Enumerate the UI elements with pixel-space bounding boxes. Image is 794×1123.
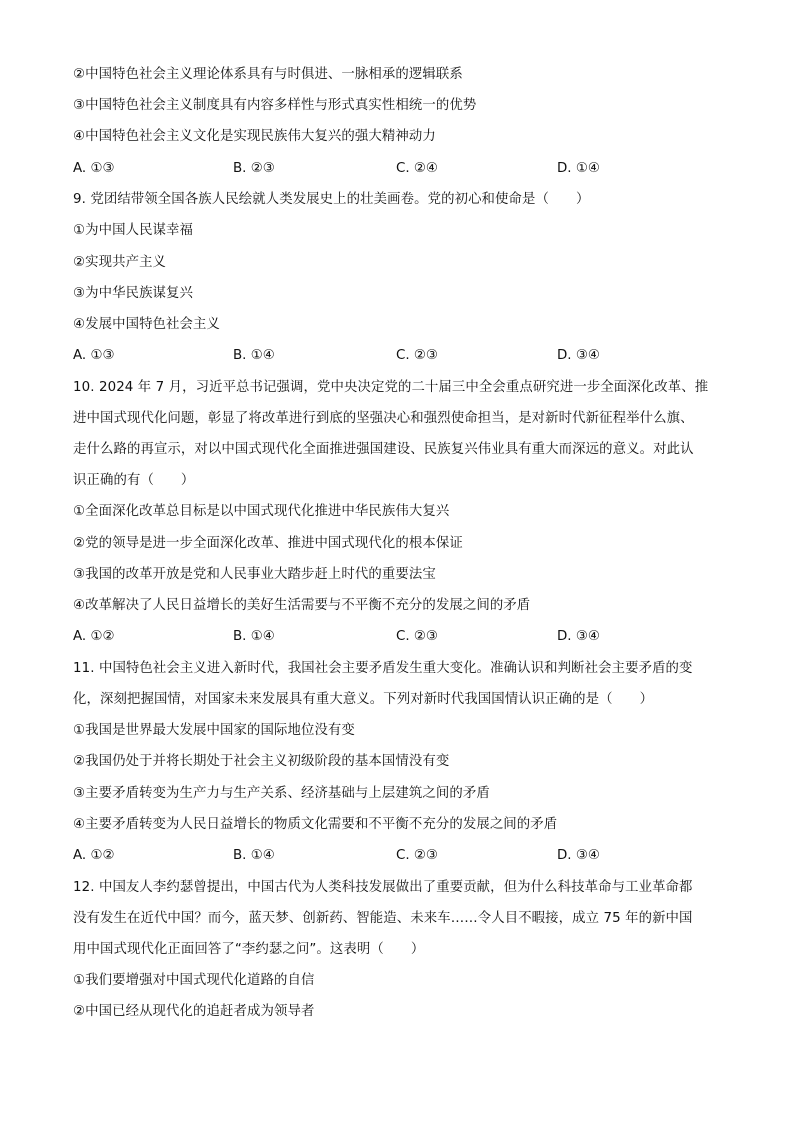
- q10-option-d[interactable]: D. ③④: [557, 629, 600, 644]
- q11-item-3: ③主要矛盾转变为生产力与生产关系、经济基础与上层建筑之间的矛盾: [73, 786, 490, 801]
- q11-item-4: ④主要矛盾转变为人民日益增长的物质文化需要和不平衡不充分的发展之间的矛盾: [73, 817, 558, 832]
- q8-item-2: ②中国特色社会主义理论体系具有与时俱进、一脉相承的逻辑联系: [73, 67, 463, 82]
- q8-item-4: ④中国特色社会主义文化是实现民族伟大复兴的强大精神动力: [73, 129, 436, 144]
- q10-option-b[interactable]: B. ①④: [233, 629, 275, 644]
- q9-option-c[interactable]: C. ②③: [396, 348, 438, 363]
- q10-item-4: ④改革解决了人民日益增长的美好生活需要与不平衡不充分的发展之间的矛盾: [73, 598, 531, 613]
- q11-stem-line-1: 11. 中国特色社会主义进入新时代，我国社会主要矛盾发生重大变化。准确认识和判断社会主要矛盾的变: [73, 661, 693, 676]
- q9-item-3: ③为中华民族谋复兴: [73, 286, 194, 301]
- q12-stem-line-2: 没有发生在近代中国？而今，蓝天梦、创新药、智能造、未来车……令人目不暇接，成立 75 年的新中国: [73, 911, 693, 926]
- q10-stem-line-1: 10. 2024 年 7 月，习近平总书记强调，党中央决定党的二十届三中全会重点研究进一步全面深化改革、推: [73, 380, 709, 395]
- q8-option-d[interactable]: D. ①④: [557, 161, 600, 176]
- q11-option-b[interactable]: B. ①④: [233, 848, 275, 863]
- q12-item-2: ②中国已经从现代化的追赶者成为领导者: [73, 1004, 315, 1019]
- q10-item-1: ①全面深化改革总目标是以中国式现代化推进中华民族伟大复兴: [73, 504, 450, 519]
- q12-stem-line-1: 12. 中国友人李约瑟曾提出，中国古代为人类科技发展做出了重要贡献，但为什么科技革命与工业革命都: [73, 880, 693, 895]
- q10-option-c[interactable]: C. ②③: [396, 629, 438, 644]
- q10-item-2: ②党的领导是进一步全面深化改革、推进中国式现代化的根本保证: [73, 536, 463, 551]
- q11-option-a[interactable]: A. ①②: [73, 848, 115, 863]
- q10-option-a[interactable]: A. ①②: [73, 629, 115, 644]
- q10-stem-line-2: 进中国式现代化问题，彰显了将改革进行到底的坚强决心和强烈使命担当，是对新时代新征程举什么旗、: [73, 411, 694, 426]
- q9-item-4: ④发展中国特色社会主义: [73, 317, 221, 332]
- q9-stem: 9. 党团结带领全国各族人民绘就人类发展史上的壮美画卷。党的初心和使命是（ ）: [73, 192, 590, 207]
- q11-item-2: ②我国仍处于并将长期处于社会主义初级阶段的基本国情没有变: [73, 754, 450, 769]
- q10-stem-line-3: 走什么路的再宣示，对以中国式现代化全面推进强国建设、民族复兴伟业具有重大而深远的意义。对此认: [73, 442, 694, 457]
- q9-option-b[interactable]: B. ①④: [233, 348, 275, 363]
- q8-option-a[interactable]: A. ①③: [73, 161, 115, 176]
- q10-stem-line-4: 识正确的有（ ）: [73, 473, 195, 488]
- q11-option-c[interactable]: C. ②③: [396, 848, 438, 863]
- q8-option-b[interactable]: B. ②③: [233, 161, 275, 176]
- q11-stem-line-2: 化，深刻把握国情，对国家未来发展具有重大意义。下列对新时代我国国情认识正确的是（ ）: [73, 692, 654, 707]
- q9-option-d[interactable]: D. ③④: [557, 348, 600, 363]
- q8-item-3: ③中国特色社会主义制度具有内容多样性与形式真实性相统一的优势: [73, 98, 477, 113]
- q12-item-1: ①我们要增强对中国式现代化道路的自信: [73, 973, 315, 988]
- q11-option-d[interactable]: D. ③④: [557, 848, 600, 863]
- q11-item-1: ①我国是世界最大发展中国家的国际地位没有变: [73, 723, 355, 738]
- q10-item-3: ③我国的改革开放是党和人民事业大踏步赶上时代的重要法宝: [73, 567, 436, 582]
- q8-option-c[interactable]: C. ②④: [396, 161, 438, 176]
- q9-item-1: ①为中国人民谋幸福: [73, 223, 194, 238]
- q12-stem-line-3: 用中国式现代化正面回答了“李约瑟之问”。这表明（ ）: [73, 942, 425, 957]
- q9-option-a[interactable]: A. ①③: [73, 348, 115, 363]
- q9-item-2: ②实现共产主义: [73, 255, 167, 270]
